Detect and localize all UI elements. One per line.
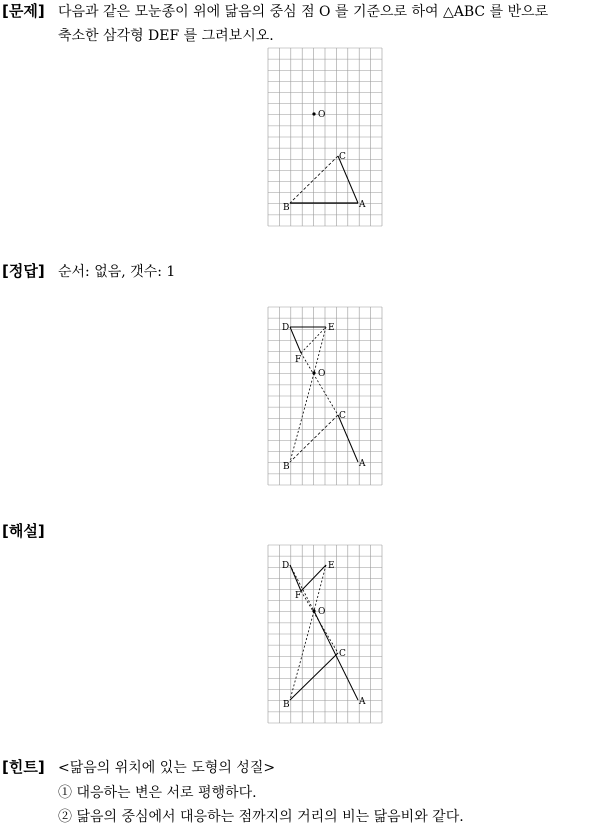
label-a: A (359, 697, 366, 707)
ray-fc (301, 353, 338, 415)
segment-cb (290, 415, 338, 462)
label-f: F (295, 591, 302, 601)
label-o: O (318, 369, 326, 379)
problem-tag: [문제] (2, 2, 45, 20)
label-c: C (339, 649, 346, 659)
hint-item-2: ② 닮음의 중심에서 대응하는 점까지의 거리의 비는 닮음비와 같다. (58, 809, 464, 825)
center-point-o (312, 371, 315, 374)
ray-fc (301, 591, 338, 653)
label-o: O (318, 110, 326, 120)
solution-tag: [해설] (2, 522, 45, 540)
hint-title: <닮음의 위치에 있는 도형의 성질> (58, 760, 276, 776)
label-e: E (328, 561, 335, 571)
label-e: E (328, 323, 335, 333)
answer-tag: [정답] (2, 262, 45, 280)
problem-text-line-2: 축소한 삼각형 DEF 를 그려보시오. (58, 28, 274, 44)
segment-df (290, 327, 301, 353)
label-d: D (282, 323, 290, 333)
ray-eo (314, 327, 326, 373)
ray-oa (314, 611, 358, 700)
solution-figure (268, 545, 382, 723)
label-o: O (318, 607, 326, 617)
answer-text: 순서: 없음, 갯수: 1 (58, 264, 176, 280)
answer-figure (268, 307, 382, 485)
label-d: D (282, 561, 290, 571)
label-b: B (283, 700, 290, 710)
center-point-o (312, 112, 315, 115)
label-b: B (283, 462, 290, 472)
label-c: C (339, 152, 346, 162)
label-a: A (359, 200, 366, 210)
hint-item-1: ① 대응하는 변은 서로 평행하다. (58, 785, 257, 801)
segment-cb (290, 156, 338, 203)
center-point-o (312, 609, 315, 612)
hint-tag: [힌트] (2, 758, 45, 776)
label-c: C (339, 411, 346, 421)
label-a: A (359, 459, 366, 469)
segment-cb (290, 653, 338, 700)
label-f: F (295, 355, 302, 365)
problem-figure (268, 48, 382, 226)
problem-text-line-1: 다음과 같은 모눈종이 위에 닮음의 중심 점 O 를 기준으로 하여 △ABC 를 반으로 (58, 4, 549, 20)
label-b: B (283, 203, 290, 213)
